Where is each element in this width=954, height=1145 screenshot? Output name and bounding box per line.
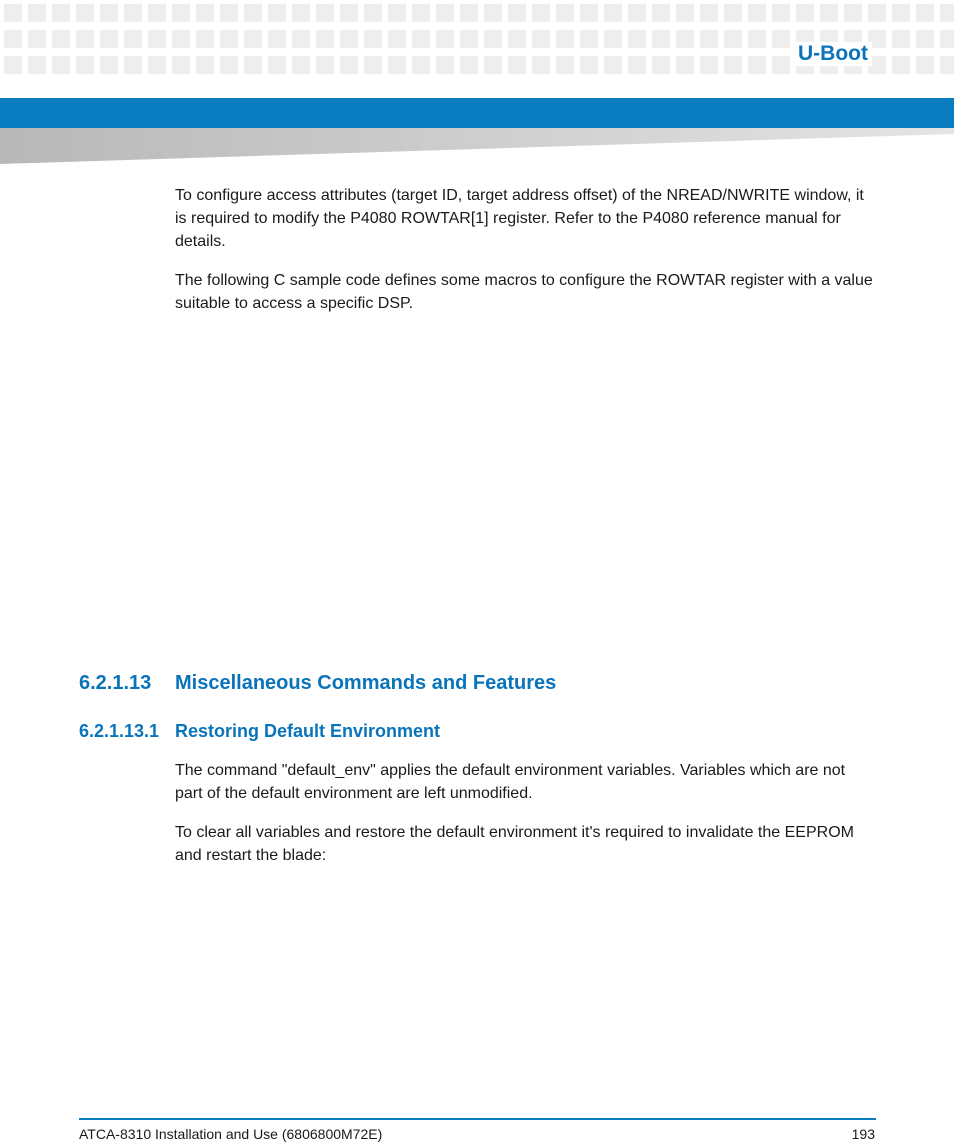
grid-cell bbox=[460, 56, 478, 74]
grid-cell bbox=[628, 4, 646, 22]
grid-cell bbox=[52, 30, 70, 48]
grid-cell bbox=[700, 4, 718, 22]
grid-cell bbox=[268, 56, 286, 74]
grid-cell bbox=[316, 56, 334, 74]
grid-cell bbox=[172, 56, 190, 74]
grid-cell bbox=[244, 4, 262, 22]
grid-cell bbox=[412, 56, 430, 74]
grid-cell bbox=[700, 30, 718, 48]
grid-cell bbox=[244, 56, 262, 74]
grid-cell bbox=[580, 4, 598, 22]
footer-doc-title: ATCA-8310 Installation and Use (6806800M72E) bbox=[79, 1126, 383, 1142]
grid-cell bbox=[724, 4, 742, 22]
grid-cell bbox=[316, 30, 334, 48]
grid-cell bbox=[532, 56, 550, 74]
grid-cell bbox=[676, 56, 694, 74]
grid-cell bbox=[724, 56, 742, 74]
grid-cell bbox=[100, 30, 118, 48]
grid-cell bbox=[484, 30, 502, 48]
grid-cell bbox=[220, 30, 238, 48]
grid-cell bbox=[388, 30, 406, 48]
grid-cell bbox=[748, 4, 766, 22]
grid-cell bbox=[652, 4, 670, 22]
grid-cell bbox=[76, 56, 94, 74]
grid-cell bbox=[628, 30, 646, 48]
grid-cell bbox=[172, 4, 190, 22]
grid-cell bbox=[292, 30, 310, 48]
grid-cell bbox=[4, 56, 22, 74]
paragraph-default-env: The command "default_env" applies the default environment variables. Variables which are not part of the default environment are left unmodified. bbox=[175, 762, 846, 802]
header-band bbox=[0, 98, 954, 128]
grid-cell bbox=[100, 4, 118, 22]
grid-cell bbox=[76, 30, 94, 48]
header-title: U-Boot bbox=[794, 42, 872, 66]
grid-cell bbox=[172, 30, 190, 48]
grid-cell bbox=[676, 30, 694, 48]
grid-cell bbox=[652, 56, 670, 74]
grid-cell bbox=[508, 4, 526, 22]
grid-cell bbox=[700, 56, 718, 74]
header-wedge bbox=[0, 128, 954, 164]
grid-cell bbox=[748, 56, 766, 74]
grid-cell bbox=[340, 30, 358, 48]
grid-cell bbox=[268, 4, 286, 22]
page-number: 193 bbox=[851, 1126, 875, 1142]
grid-cell bbox=[340, 56, 358, 74]
grid-cell bbox=[580, 30, 598, 48]
grid-cell bbox=[556, 56, 574, 74]
grid-cell bbox=[604, 56, 622, 74]
grid-cell bbox=[724, 30, 742, 48]
section-heading bbox=[79, 672, 556, 695]
section-title: Miscellaneous Commands and Features bbox=[175, 672, 557, 694]
grid-cell bbox=[940, 30, 954, 48]
grid-cell bbox=[772, 56, 790, 74]
grid-cell bbox=[412, 4, 430, 22]
grid-cell bbox=[364, 56, 382, 74]
grid-cell bbox=[28, 4, 46, 22]
grid-cell bbox=[628, 56, 646, 74]
grid-cell bbox=[340, 4, 358, 22]
grid-cell bbox=[100, 56, 118, 74]
grid-cell bbox=[940, 4, 954, 22]
grid-cell bbox=[652, 30, 670, 48]
grid-cell bbox=[556, 4, 574, 22]
grid-cell bbox=[196, 30, 214, 48]
grid-cell bbox=[820, 4, 838, 22]
grid-cell bbox=[436, 30, 454, 48]
grid-cell bbox=[292, 4, 310, 22]
grid-cell bbox=[556, 30, 574, 48]
grid-cell bbox=[604, 4, 622, 22]
grid-cell bbox=[292, 56, 310, 74]
grid-cell bbox=[916, 4, 934, 22]
grid-cell bbox=[220, 56, 238, 74]
paragraph-clear-variables: To clear all variables and restore the default environment it's required to invalidate the EEPROM and restart the blade: bbox=[175, 824, 854, 864]
grid-cell bbox=[148, 30, 166, 48]
grid-cell bbox=[316, 4, 334, 22]
grid-cell bbox=[412, 30, 430, 48]
grid-cell bbox=[916, 30, 934, 48]
grid-cell bbox=[364, 30, 382, 48]
grid-cell bbox=[244, 30, 262, 48]
grid-cell bbox=[772, 4, 790, 22]
grid-cell bbox=[28, 30, 46, 48]
grid-cell bbox=[124, 4, 142, 22]
grid-cell bbox=[484, 56, 502, 74]
grid-cell bbox=[28, 56, 46, 74]
grid-cell bbox=[892, 30, 910, 48]
footer-rule bbox=[79, 1118, 876, 1120]
grid-cell bbox=[796, 4, 814, 22]
grid-cell bbox=[868, 4, 886, 22]
grid-cell bbox=[364, 4, 382, 22]
grid-cell bbox=[388, 56, 406, 74]
grid-cell bbox=[772, 30, 790, 48]
grid-cell bbox=[124, 30, 142, 48]
grid-cell bbox=[388, 4, 406, 22]
grid-cell bbox=[148, 4, 166, 22]
grid-cell bbox=[940, 56, 954, 74]
grid-cell bbox=[484, 4, 502, 22]
grid-cell bbox=[148, 56, 166, 74]
grid-cell bbox=[748, 30, 766, 48]
grid-cell bbox=[508, 30, 526, 48]
grid-cell bbox=[844, 4, 862, 22]
grid-cell bbox=[532, 30, 550, 48]
grid-cell bbox=[508, 56, 526, 74]
grid-cell bbox=[52, 4, 70, 22]
section-number: 6.2.1.13 bbox=[79, 672, 152, 694]
grid-cell bbox=[676, 4, 694, 22]
grid-cell bbox=[76, 4, 94, 22]
subsection-title: Restoring Default Environment bbox=[175, 721, 441, 741]
grid-cell bbox=[196, 4, 214, 22]
paragraph-sample-code: The following C sample code defines some macros to configure the ROWTAR register with a value suitable to access a specific DSP. bbox=[175, 272, 873, 312]
grid-cell bbox=[436, 56, 454, 74]
subsection-heading bbox=[79, 721, 440, 742]
grid-cell bbox=[916, 56, 934, 74]
grid-cell bbox=[4, 4, 22, 22]
grid-cell bbox=[532, 4, 550, 22]
grid-cell bbox=[268, 30, 286, 48]
grid-cell bbox=[196, 56, 214, 74]
grid-cell bbox=[580, 56, 598, 74]
grid-cell bbox=[436, 4, 454, 22]
grid-cell bbox=[124, 56, 142, 74]
paragraph-rowtar: To configure access attributes (target ID, target address offset) of the NREAD/NWRITE window, it is required to modify the P4080 ROWTAR[1] register. Refer to the P4080 reference manual for details. bbox=[175, 187, 864, 250]
grid-cell bbox=[52, 56, 70, 74]
grid-cell bbox=[892, 4, 910, 22]
grid-cell bbox=[4, 30, 22, 48]
grid-cell bbox=[460, 30, 478, 48]
grid-cell bbox=[604, 30, 622, 48]
grid-cell bbox=[220, 4, 238, 22]
grid-cell bbox=[460, 4, 478, 22]
subsection-number: 6.2.1.13.1 bbox=[79, 721, 160, 741]
grid-cell bbox=[892, 56, 910, 74]
